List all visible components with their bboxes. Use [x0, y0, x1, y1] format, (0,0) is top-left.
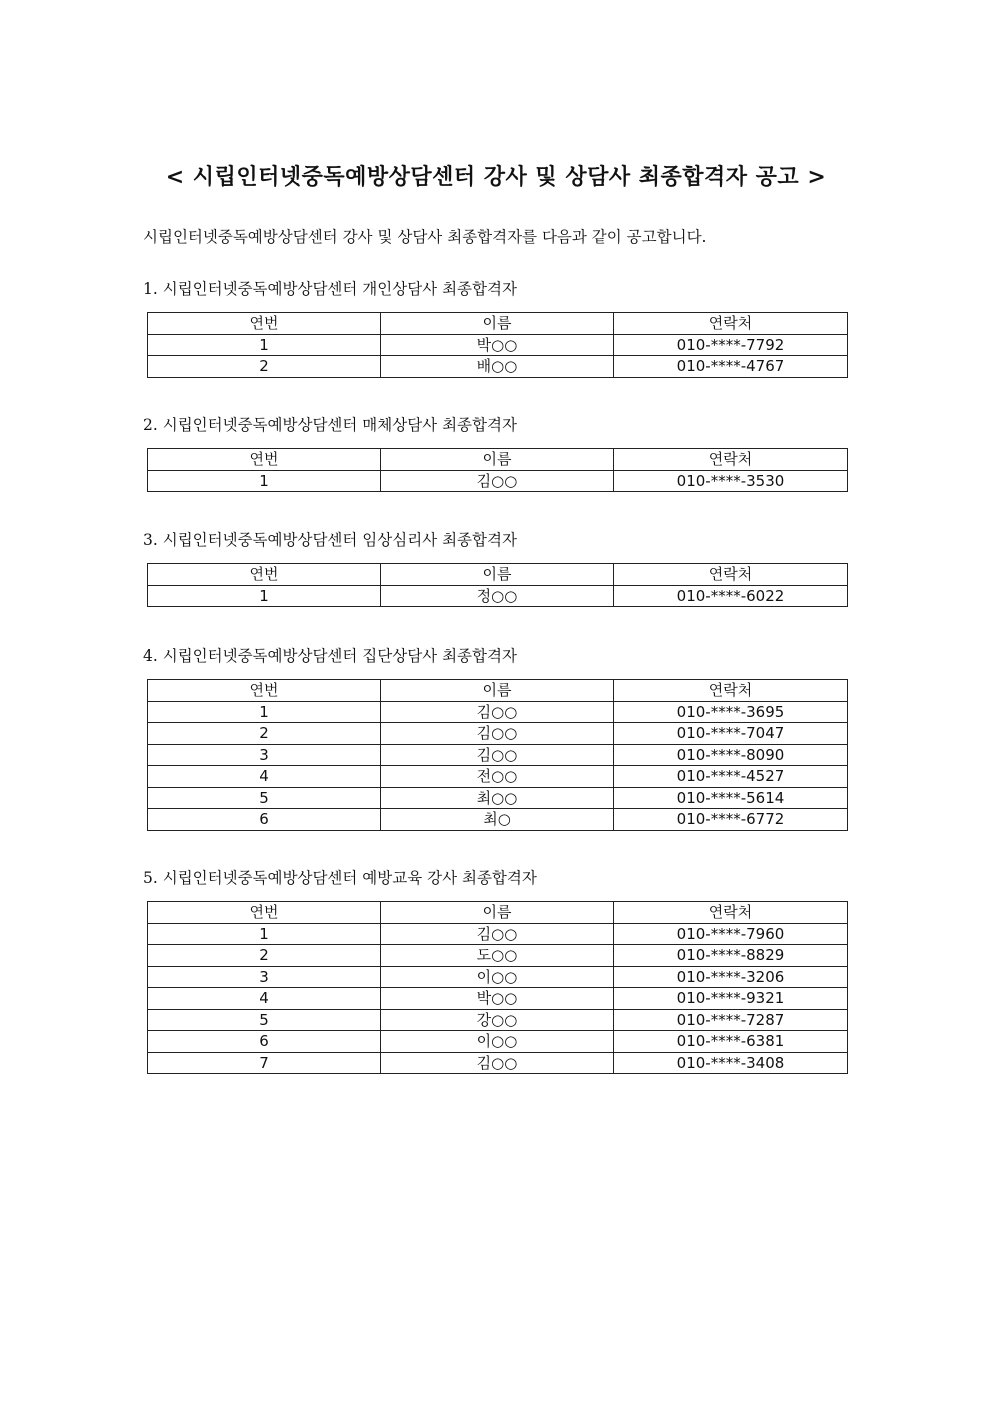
cell-contact: 010-****-6381	[614, 1031, 848, 1053]
results-table	[147, 679, 848, 831]
cell-contact: 010-****-7960	[614, 923, 848, 945]
cell-no: 4	[148, 988, 381, 1010]
cell-contact: 010-****-6772	[614, 809, 848, 831]
cell-name: 김○○	[381, 744, 614, 766]
cell-no: 1	[148, 585, 381, 607]
table-row	[148, 470, 848, 492]
table-row	[148, 1031, 848, 1053]
cell-contact: 010-****-6022	[614, 585, 848, 607]
intro-text: 시립인터넷중독예방상담센터 강사 및 상담사 최종합격자를 다음과 같이 공고합니다.	[143, 228, 707, 246]
header-no: 연번	[148, 564, 381, 586]
cell-no: 3	[148, 744, 381, 766]
cell-name: 김○○	[381, 723, 614, 745]
section-5	[143, 867, 863, 1072]
cell-contact: 010-****-5614	[614, 787, 848, 809]
cell-no: 2	[148, 945, 381, 967]
cell-no: 6	[148, 809, 381, 831]
table-header-row	[148, 902, 848, 924]
header-no: 연번	[148, 313, 381, 335]
header-name: 이름	[381, 680, 614, 702]
cell-no: 7	[148, 1052, 381, 1074]
cell-no: 1	[148, 923, 381, 945]
cell-no: 5	[148, 787, 381, 809]
table-row	[148, 966, 848, 988]
section-title: 1. 시립인터넷중독예방상담센터 개인상담사 최종합격자	[143, 280, 517, 298]
table-row	[148, 945, 848, 967]
cell-no: 1	[148, 701, 381, 723]
cell-name: 정○○	[381, 585, 614, 607]
table-row	[148, 585, 848, 607]
cell-contact: 010-****-3206	[614, 966, 848, 988]
cell-contact: 010-****-3408	[614, 1052, 848, 1074]
cell-contact: 010-****-8829	[614, 945, 848, 967]
cell-name: 김○○	[381, 470, 614, 492]
results-table	[147, 563, 848, 607]
table-row	[148, 923, 848, 945]
cell-contact: 010-****-4527	[614, 766, 848, 788]
table-row	[148, 1009, 848, 1031]
cell-name: 김○○	[381, 923, 614, 945]
table-row	[148, 744, 848, 766]
table-row	[148, 1052, 848, 1074]
cell-name: 박○○	[381, 334, 614, 356]
cell-name: 최○○	[381, 787, 614, 809]
table-row	[148, 723, 848, 745]
cell-no: 1	[148, 470, 381, 492]
cell-contact: 010-****-7047	[614, 723, 848, 745]
cell-contact: 010-****-8090	[614, 744, 848, 766]
section-4	[143, 645, 863, 829]
header-no: 연번	[148, 680, 381, 702]
table-row	[148, 809, 848, 831]
page-title: < 시립인터넷중독예방상담센터 강사 및 상담사 최종합격자 공고 >	[165, 164, 827, 190]
cell-name: 최○	[381, 809, 614, 831]
cell-name: 전○○	[381, 766, 614, 788]
header-contact: 연락처	[614, 902, 848, 924]
header-no: 연번	[148, 449, 381, 471]
cell-no: 5	[148, 1009, 381, 1031]
header-name: 이름	[381, 902, 614, 924]
cell-name: 강○○	[381, 1009, 614, 1031]
header-name: 이름	[381, 313, 614, 335]
table-row	[148, 701, 848, 723]
cell-name: 김○○	[381, 701, 614, 723]
cell-name: 박○○	[381, 988, 614, 1010]
cell-contact: 010-****-3695	[614, 701, 848, 723]
results-table	[147, 312, 848, 378]
table-header-row	[148, 564, 848, 586]
table-row	[148, 787, 848, 809]
header-contact: 연락처	[614, 564, 848, 586]
cell-contact: 010-****-7287	[614, 1009, 848, 1031]
cell-contact: 010-****-7792	[614, 334, 848, 356]
table-row	[148, 766, 848, 788]
header-name: 이름	[381, 564, 614, 586]
cell-no: 2	[148, 723, 381, 745]
section-title: 3. 시립인터넷중독예방상담센터 임상심리사 최종합격자	[143, 531, 517, 549]
section-title: 4. 시립인터넷중독예방상담센터 집단상담사 최종합격자	[143, 647, 517, 665]
header-contact: 연락처	[614, 313, 848, 335]
section-1	[143, 278, 863, 376]
header-name: 이름	[381, 449, 614, 471]
section-2	[143, 414, 863, 490]
cell-contact: 010-****-9321	[614, 988, 848, 1010]
cell-no: 4	[148, 766, 381, 788]
table-header-row	[148, 449, 848, 471]
header-no: 연번	[148, 902, 381, 924]
cell-no: 1	[148, 334, 381, 356]
cell-name: 도○○	[381, 945, 614, 967]
cell-name: 김○○	[381, 1052, 614, 1074]
section-title: 5. 시립인터넷중독예방상담센터 예방교육 강사 최종합격자	[143, 869, 537, 887]
cell-name: 배○○	[381, 356, 614, 378]
header-contact: 연락처	[614, 680, 848, 702]
cell-name: 이○○	[381, 966, 614, 988]
table-row	[148, 356, 848, 378]
table-row	[148, 334, 848, 356]
header-contact: 연락처	[614, 449, 848, 471]
results-table	[147, 448, 848, 492]
cell-contact: 010-****-3530	[614, 470, 848, 492]
section-3	[143, 529, 863, 605]
results-table	[147, 901, 848, 1074]
cell-name: 이○○	[381, 1031, 614, 1053]
table-header-row	[148, 313, 848, 335]
cell-contact: 010-****-4767	[614, 356, 848, 378]
cell-no: 6	[148, 1031, 381, 1053]
table-header-row	[148, 680, 848, 702]
cell-no: 2	[148, 356, 381, 378]
section-title: 2. 시립인터넷중독예방상담센터 매체상담사 최종합격자	[143, 416, 517, 434]
cell-no: 3	[148, 966, 381, 988]
table-row	[148, 988, 848, 1010]
